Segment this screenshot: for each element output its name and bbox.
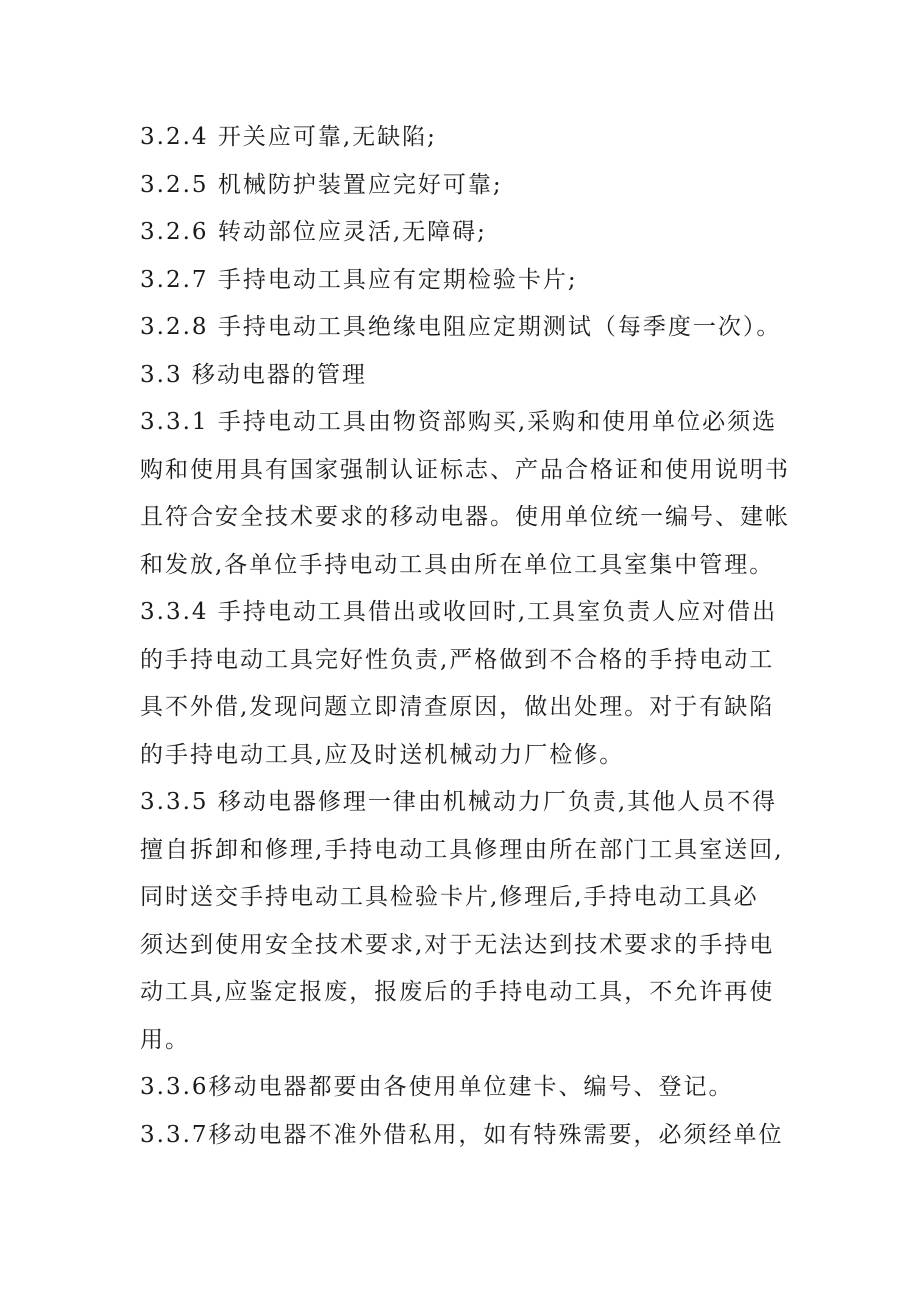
text-line-15: 3.3.5 移动电器修理一律由机械动力厂负责,其他人员不得 [140,789,778,815]
text-line-8: 购和使用具有国家强制认证标志、产品合格证和使用说明书 [140,456,790,483]
text-line-7: 3.3.1 手持电动工具由物资部购买,采购和使用单位必须选 [140,409,778,435]
text-line-14: 的手持电动工具,应及时送机械动力厂检修。 [140,741,625,768]
text-line-1: 3.2.4 开关应可靠,无缺陷; [140,124,437,150]
document-body [140,114,790,1159]
text-line-16: 擅自拆卸和修理,手持电动工具修理由所在部门工具室送回, [140,836,784,863]
section-heading: 3.3 移动电器的管理 [140,361,367,388]
text-line-18: 须达到使用安全技术要求,对于无法达到技术要求的手持电 [140,931,775,958]
paragraph [140,114,790,1159]
text-line-17: 同时送交手持电动工具检验卡片,修理后,手持电动工具必 [140,884,759,910]
text-line-10: 和发放,各单位手持电动工具由所在单位工具室集中管理。 [140,551,775,578]
text-line-12: 的手持电动工具完好性负责,严格做到不合格的手持电动工 [140,646,775,673]
text-line-21: 3.3.6移动电器都要由各使用单位建卡、编号、登记。 [140,1074,734,1100]
text-line-3: 3.2.6 转动部位应灵活,无障碍; [140,219,487,245]
text-line-22: 3.3.7移动电器不准外借私用，如有特殊需要，必须经单位 [140,1121,784,1148]
text-line-2: 3.2.5 机械防护装置应完好可靠; [140,171,503,198]
text-line-4: 3.2.7 手持电动工具应有定期检验卡片; [140,266,578,293]
text-line-5: 3.2.8 手持电动工具绝缘电阻应定期测试（每季度一次）。 [140,314,782,340]
text-line-20: 用。 [140,1026,190,1053]
text-line-11: 3.3.4 手持电动工具借出或收回时,工具室负责人应对借出 [140,599,778,625]
text-line-9: 且符合安全技术要求的移动电器。使用单位统一编号、建帐 [140,504,790,530]
text-line-19: 动工具,应鉴定报废，报废后的手持电动工具，不允许再使 [140,979,775,1005]
text-line-13: 具不外借,发现问题立即清查原因，做出处理。对于有缺陷 [140,694,775,720]
